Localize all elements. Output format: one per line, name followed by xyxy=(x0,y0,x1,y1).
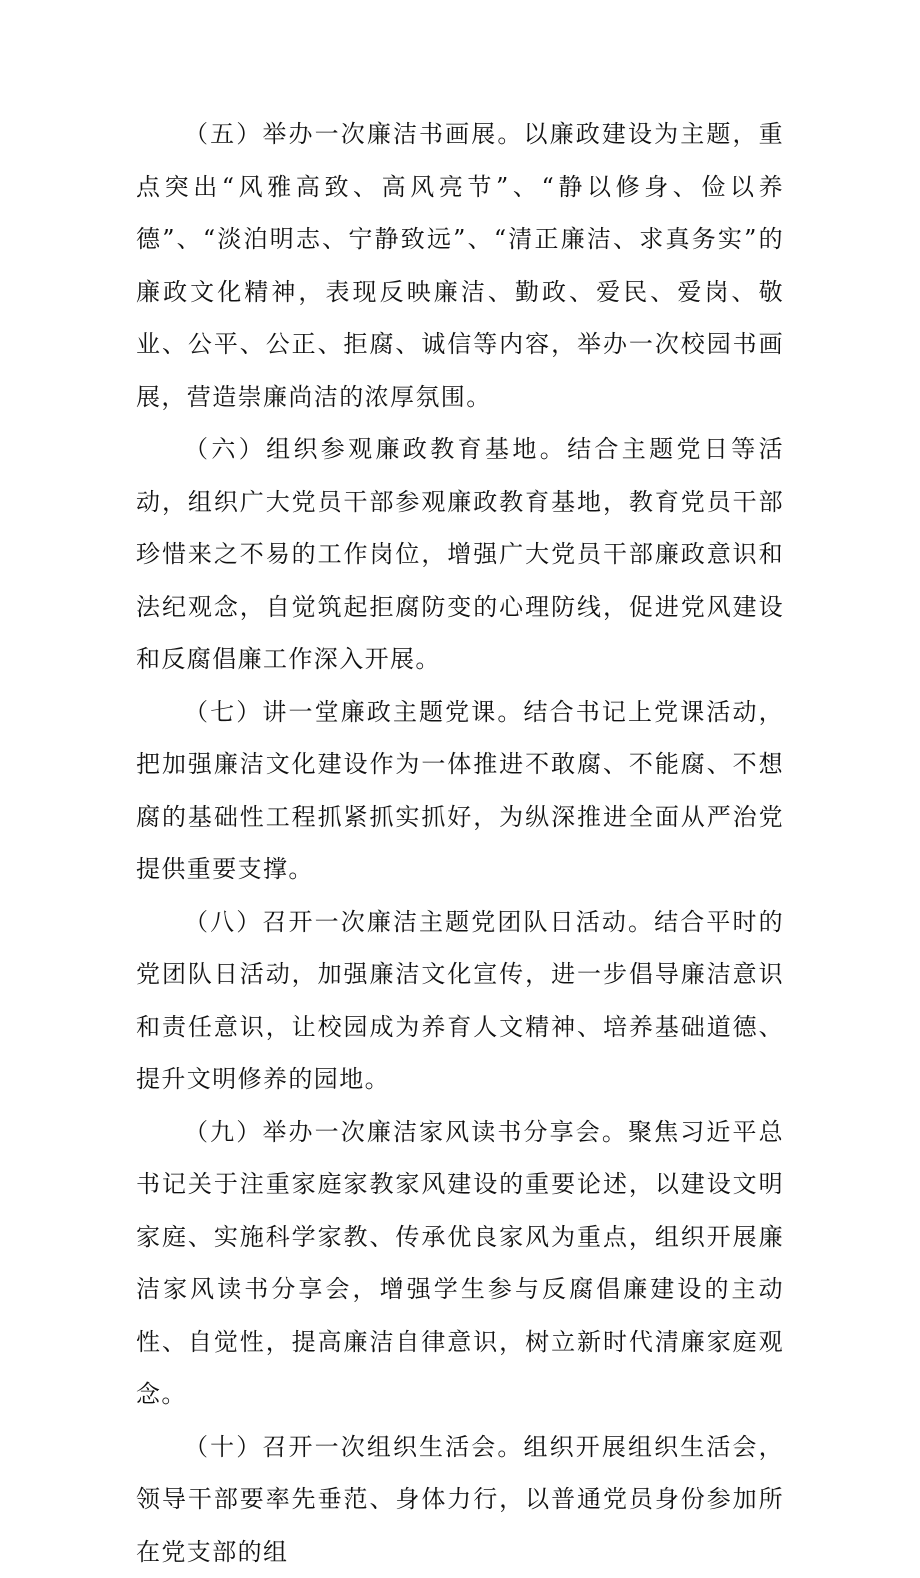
paragraph-9 xyxy=(136,1106,784,1421)
paragraph-9-heading: （九）举办一次廉洁家风读书分享会。 xyxy=(184,1118,628,1146)
paragraph-6-heading: （六）组织参观廉政教育基地。 xyxy=(184,435,567,463)
paragraph-9-body: 聚焦习近平总书记关于注重家庭家教家风建设的重要论述，以建设文明家庭、实施科学家教、传承优良家风为重点，组织开展廉洁家风读书分享会，增强学生参与反腐倡廉建设的主动性、自觉性，提高廉洁自律意识，树立新时代清廉家庭观念。 xyxy=(136,1118,784,1409)
paragraph-5-heading: （五）举办一次廉洁书画展。 xyxy=(184,120,524,148)
paragraph-7 xyxy=(136,686,784,896)
paragraph-7-heading: （七）讲一堂廉政主题党课。 xyxy=(184,698,524,726)
paragraph-10 xyxy=(136,1421,784,1578)
paragraph-10-heading: （十）召开一次组织生活会。 xyxy=(184,1433,524,1461)
paragraph-7-body: 结合书记上党课活动，把加强廉洁文化建设作为一体推进不敢腐、不能腐、不想腐的基础性工程抓紧抓实抓好，为纵深推进全面从严治党提供重要支撑。 xyxy=(136,698,784,884)
paragraph-8-heading: （八）召开一次廉洁主题党团队日活动。 xyxy=(184,908,654,936)
paragraph-6-body: 结合主题党日等活动，组织广大党员干部参观廉政教育基地，教育党员干部珍惜来之不易的工作岗位，增强广大党员干部廉政意识和法纪观念，自觉筑起拒腐防变的心理防线，促进党风建设和反腐倡廉工作深入开展。 xyxy=(136,435,784,673)
paragraph-8 xyxy=(136,896,784,1106)
paragraph-10-body: 组织开展组织生活会，领导干部要率先垂范、身体力行，以普通党员身份参加所在党支部的组 xyxy=(136,1433,784,1566)
document-body xyxy=(136,108,784,1578)
paragraph-5-body: 以廉政建设为主题，重点突出“风雅高致、高风亮节”、“静以修身、俭以养德”、“淡泊明志、宁静致远”、“清正廉洁、求真务实”的廉政文化精神，表现反映廉洁、勤政、爱民、爱岗、敬业、公平、公正、拒腐、诚信等内容，举办一次校园书画展，营造崇廉尚洁的浓厚氛围。 xyxy=(136,120,784,411)
paragraph-5 xyxy=(136,108,784,423)
paragraph-6 xyxy=(136,423,784,686)
paragraph-8-body: 结合平时的党团队日活动，加强廉洁文化宣传，进一步倡导廉洁意识和责任意识，让校园成为养育人文精神、培养基础道德、提升文明修养的园地。 xyxy=(136,908,784,1094)
